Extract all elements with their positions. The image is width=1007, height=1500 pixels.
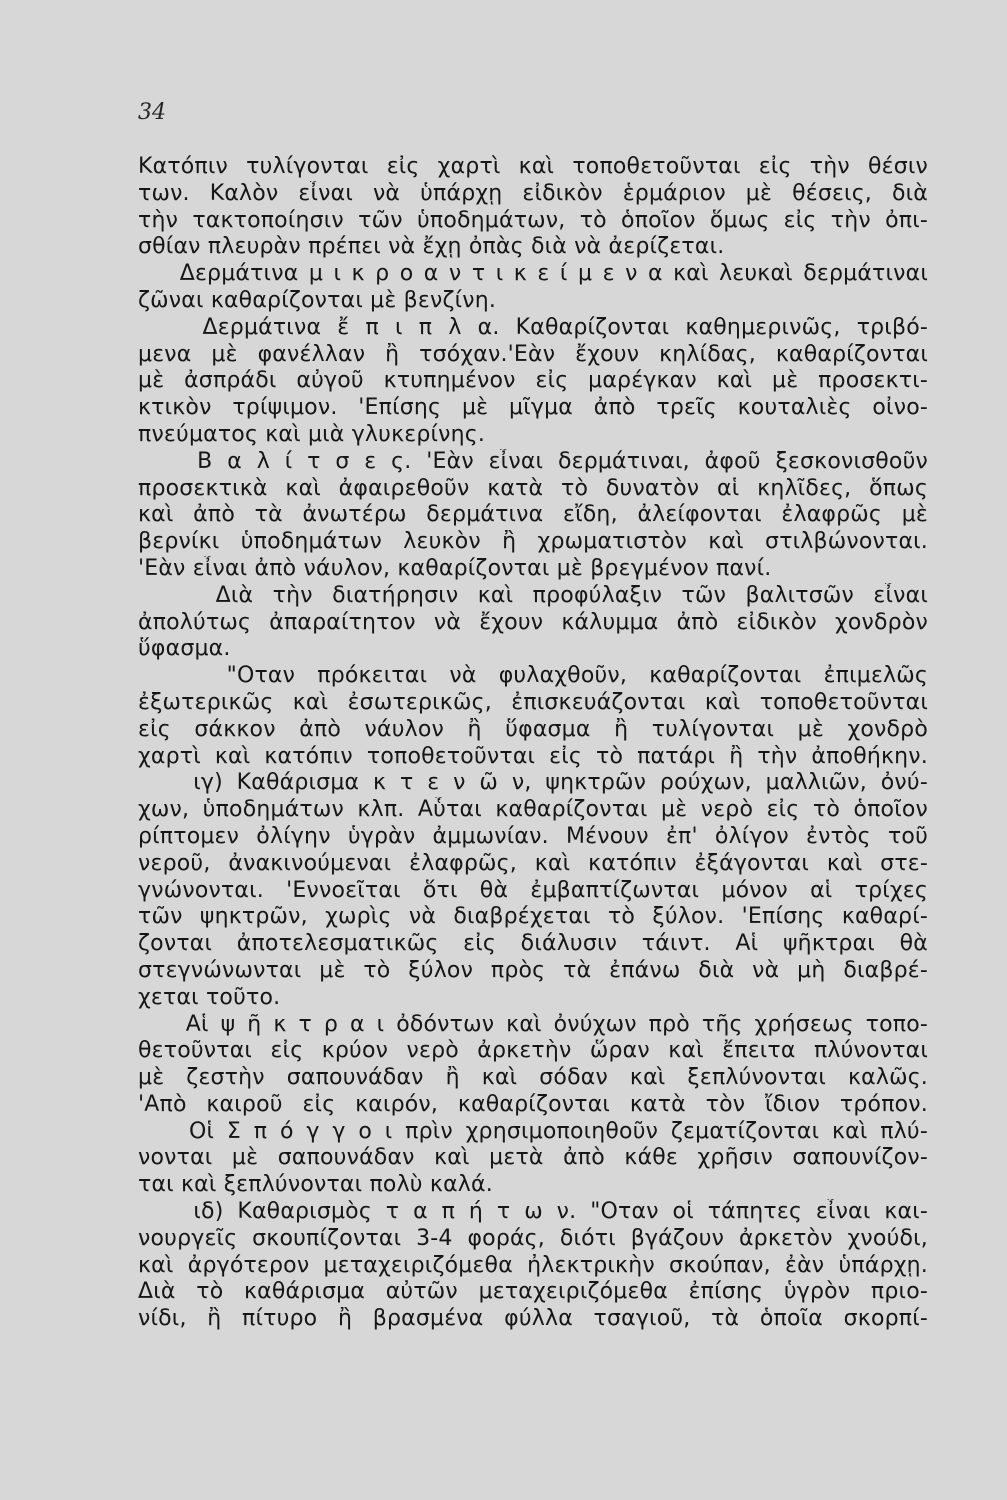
text-line: τὴν τακτοποίησιν τῶν ὑποδημάτων, τὸ ὁποῖον ὅμως εἰς τὴν ὀπι-	[138, 207, 928, 233]
text-line: νονται μὲ σαπουνάδαν καὶ μετὰ ἀπὸ κάθε χρῆσιν σαπουνίζον-	[138, 1145, 928, 1171]
text-line: καὶ ἀπὸ τὰ ἀνωτέρω δερμάτινα εἴδη, ἀλείφονται ἐλαφρῶς μὲ	[138, 502, 928, 528]
text-line: μενα μὲ φανέλλαν ἢ τσόχαν.'Εὰν ἔχουν κηλίδας, καθαρίζονται	[138, 341, 928, 367]
text-line: χεται τοῦτο.	[138, 984, 281, 1010]
text-line: νεροῦ, ἀνακινούμεναι ἐλαφρῶς, καὶ κατόπιν ἐξάγονται καὶ στε-	[138, 850, 928, 876]
text-line: Β α λ ί τ σ ε ς. 'Εὰν εἶναι δερμάτιναι, ἀφοῦ ξεσκονισθοῦν	[138, 448, 928, 474]
text-line: βερνίκι ὑποδημάτων λευκὸν ἢ χρωματιστὸν καὶ στιλβώνονται.	[138, 529, 928, 555]
text-line: μὲ ζεστὴν σαπουνάδαν ἢ καὶ σόδαν καὶ ξεπλύνονται καλῶς.	[138, 1065, 928, 1091]
text-line: χαρτὶ καὶ κατόπιν τοποθετοῦνται εἰς τὸ πατάρι ἢ τὴν ἀποθήκην.	[138, 743, 928, 769]
text-line: θετοῦνται εἰς κρύον νερὸ ἀρκετὴν ὥραν καὶ ἔπειτα πλύνονται	[138, 1038, 928, 1064]
body-text	[138, 154, 928, 1333]
text-line: εἰς σάκκον ἀπὸ νάυλον ἢ ὕφασμα ἢ τυλίγονται μὲ χονδρὸ	[138, 716, 928, 742]
text-line: ὕφασμα.	[138, 636, 231, 662]
text-line: κτικὸν τρίψιμον. 'Επίσης μὲ μῖγμα ἀπὸ τρεῖς κουταλιὲς οἰνο-	[138, 395, 928, 421]
text-line: χων, ὑποδημάτων κλπ. Αὗται καθαρίζονται μὲ νερὸ εἰς τὸ ὁποῖον	[138, 797, 928, 823]
text-line: Δερμάτινα μ ι κ ρ ο α ν τ ι κ ε ί μ ε ν α καὶ λευκαὶ δερμάτιναι	[138, 261, 928, 287]
page-number: 34	[138, 100, 166, 125]
text-line: ζῶναι καθαρίζονται μὲ βενζίνη.	[138, 287, 497, 313]
text-line: Διὰ τὴν διατήρησιν καὶ προφύλαξιν τῶν βαλιτσῶν εἶναι	[138, 582, 928, 608]
text-line: προσεκτικὰ καὶ ἀφαιρεθοῦν κατὰ τὸ δυνατὸν αἱ κηλῖδες, ὅπως	[138, 475, 928, 501]
text-line: ιγ) Καθάρισμα κ τ ε ν ῶ ν, ψηκτρῶν ρούχων, μαλλιῶν, ὀνύ-	[138, 770, 928, 796]
text-line: νίδι, ἢ πίτυρο ἢ βρασμένα φύλλα τσαγιοῦ, τὰ ὁποῖα σκορπί-	[138, 1306, 928, 1332]
text-line: νουργεῖς σκουπίζονται 3-4 φοράς, διότι βγάζουν ἀρκετὸν χνούδι,	[138, 1225, 928, 1251]
text-line: των. Καλὸν εἶναι νὰ ὑπάρχῃ εἰδικὸν ἑρμάριον μὲ θέσεις, διὰ	[138, 180, 928, 206]
text-line: 'Απὸ καιροῦ εἰς καιρόν, καθαρίζονται κατὰ τὸν ἴδιον τρόπον.	[138, 1091, 928, 1117]
text-line: Οἱ Σ π ό γ γ ο ι πρὶν χρησιμοποιηθοῦν ζεματίζονται καὶ πλύ-	[138, 1118, 928, 1144]
text-line: Δερμάτινα ἔ π ι π λ α. Καθαρίζονται καθημερινῶς, τριβό-	[138, 314, 928, 340]
text-line: πνεύματος καὶ μιὰ γλυκερίνης.	[138, 421, 486, 447]
text-line: ιδ) Καθαρισμὸς τ α π ή τ ω ν. "Οταν οἱ τάπητες εἶναι και-	[138, 1199, 928, 1225]
text-line: ζονται ἀποτελεσματικῶς εἰς διάλυσιν τάιντ. Αἱ ψῆκτραι θὰ	[138, 931, 928, 957]
text-line: μὲ ἀσπράδι αὐγοῦ κτυπημένον εἰς μαρέγκαν καὶ μὲ προσεκτι-	[138, 368, 928, 394]
text-line: γνώνονται. 'Εννοεῖται ὅτι θὰ ἐμβαπτίζωνται μόνον αἱ τρίχες	[138, 877, 928, 903]
text-line: "Οταν πρόκειται νὰ φυλαχθοῦν, καθαρίζονται ἐπιμελῶς	[138, 663, 928, 689]
text-line: καὶ ἀργότερον μεταχειριζόμεθα ἠλεκτρικὴν σκούπαν, ἐὰν ὑπάρχῃ.	[138, 1252, 928, 1278]
text-line: τῶν ψηκτρῶν, χωρὶς νὰ διαβρέχεται τὸ ξύλον. 'Επίσης καθαρί-	[138, 904, 928, 930]
text-line: Διὰ τὸ καθάρισμα αὐτῶν μεταχειριζόμεθα ἐπίσης ὑγρὸν πριο-	[138, 1279, 928, 1305]
text-line: στεγνώνωνται μὲ τὸ ξύλον πρὸς τὰ ἐπάνω διὰ νὰ μὴ διαβρέ-	[138, 957, 928, 983]
text-line: ται καὶ ξεπλύνονται πολὺ καλά.	[138, 1172, 493, 1198]
text-line: σθίαν πλευρὰν πρέπει νὰ ἔχῃ ὀπὰς διὰ νὰ ἀερίζεται.	[138, 234, 725, 260]
text-line: ἐξωτερικῶς καὶ ἐσωτερικῶς, ἐπισκευάζονται καὶ τοποθετοῦνται	[138, 689, 928, 715]
text-line: ἀπολύτως ἀπαραίτητον νὰ ἔχουν κάλυμμα ἀπὸ εἰδικὸν χονδρὸν	[138, 609, 928, 635]
text-line: 'Εὰν εἶναι ἀπὸ νάυλον, καθαρίζονται μὲ βρεγμένον πανί.	[138, 555, 772, 581]
text-line: Αἱ ψ ῆ κ τ ρ α ι ὀδόντων καὶ ὀνύχων πρὸ τῆς χρήσεως τοπο-	[138, 1011, 928, 1037]
text-line: ρίπτομεν ὀλίγην ὑγρὰν ἀμμωνίαν. Μένουν ἐπ' ὀλίγον ἐντὸς τοῦ	[138, 823, 928, 849]
text-line: Κατόπιν τυλίγονται εἰς χαρτὶ καὶ τοποθετοῦνται εἰς τὴν θέσιν	[138, 154, 928, 179]
